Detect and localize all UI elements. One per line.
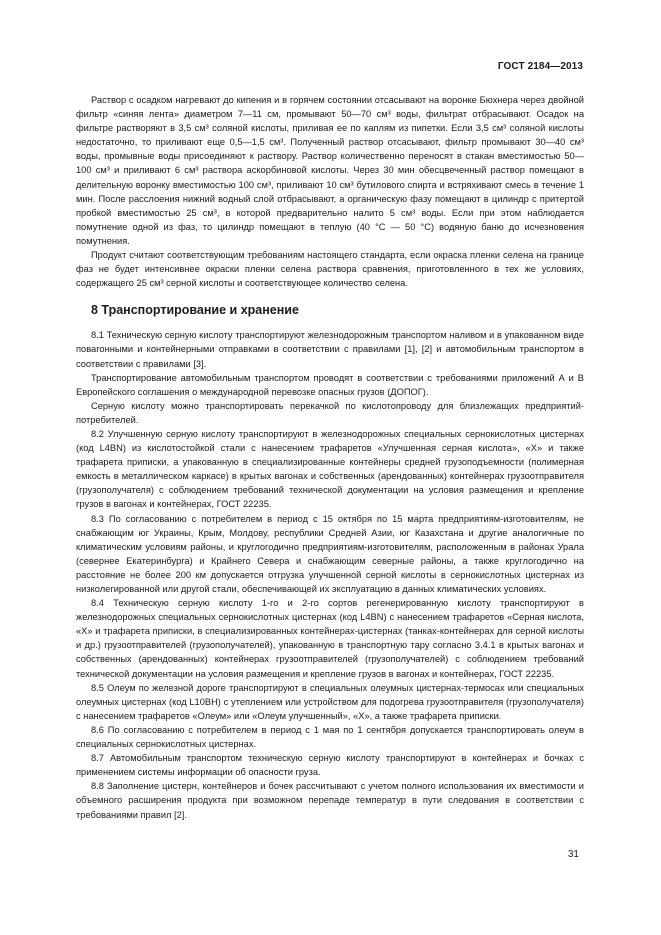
section-title: 8 Транспортирование и хранение <box>91 303 299 318</box>
document-body <box>76 93 584 822</box>
paragraph-8-6: 8.6 По согласованию с потребителем в период с 1 мая по 1 сентября допускается транспортировать олеум в специальных сернокислотных цистернах. <box>76 724 584 750</box>
paragraph-8-7: 8.7 Автомобильным транспортом техническую серную кислоту транспортируют в контейнерах и бочках с применением системы информации об опасности груза. <box>76 753 584 778</box>
document-header: ГОСТ 2184—2013 <box>497 61 583 72</box>
page-number: 31 <box>567 849 579 860</box>
paragraph-8-5: 8.5 Олеум по железной дороге транспортируют в специальных олеумных цистернах-термосах или специальных олеумных цистернах (код L10BH) с утеплением или устройством для подогрева грузоотправителя (грузополучателя) с нанесением трафаретов «Олеум» или «Олеум улучшенный», «Х», а также трафарета приписки. <box>76 682 584 721</box>
paragraph-procedure: Раствор с осадком нагревают до кипения и в горячем состоянии отсасывают на воронке Бюхнера через двойной фильтр «синяя лента» диаметром 7—11 см, промывают 50—70 см³ воды, фильтрат отбрасывают. Осадок на фильтре растворяют в 3,5 см³ соляной кислоты, приливая ее по каплям из пипетки. Если 3,5 см³ соляной кислоты недостаточно, то приливают еще 0,5—1,5 см³. Полученный раствор отсасывают, фильтр промывают 30—40 см³ воды, промывные воды присоединяют к раствору. Раствор количественно переносят в стакан вместимостью 50—100 см³ и приливают 6 см³ раствора аскорбиновой кислоты. Через 30 мин обесцвеченный раствор помещают в делительную воронку вместимостью 100 см³, приливают 10 см³ бутилового спирта и встряхивают смесь в течение 1 мин. После расслоения нижний водный слой отбрасывают, а органическую фазу помещают в цилиндр с притертой пробкой вместимостью 25 см³, в которой предварительно налито 5 см³ воды. Если при этом наблюдается помутнение одной из фаз, то цилиндр помещают в теплую (40 °С — 50 °С) водяную баню до исчезновения помутнения. <box>76 95 584 246</box>
paragraph-8-4: 8.4 Техническую серную кислоту 1-го и 2-го сортов регенерированную кислоту транспортируют в железнодорожных специальных сернокислотных цистернах (код L4BN) с нанесением трафаретов «Серная кислота, «Х» и трафарета приписки, в специализированных контейнерах-цистернах (танках-контейнерах для серной кислоты и др.) грузоотправителей (грузополучателей), упакованную в транспортную тару согласно 3.4.1 в крытых вагонах и собственных (арендованных) контейнерах грузоотправителей (грузополучателей) с соблюдением требований технической документации на условия размещения и крепление грузов в вагонах и контейнерах, ГОСТ 22235. <box>76 598 584 679</box>
paragraph-8-1-pipeline: Серную кислоту можно транспортировать перекачкой по кислотопроводу для близлежащих предприятий-потребителей. <box>76 400 584 425</box>
paragraph-8-1: 8.1 Техническую серную кислоту транспортируют железнодорожным транспортом наливом и в упакованном виде повагонными и контейнерными отправками в соответствии с правилами [1], [2] и автомобильным транспортом в соответствии с правилами [3]. <box>76 330 584 369</box>
paragraph-8-1-road: Транспортирование автомобильным транспортом проводят в соответствии с требованиями приложений А и В Европейского соглашения о международной перевозке опасных грузов (ДОПОГ). <box>76 372 584 397</box>
paragraph-8-8: 8.8 Заполнение цистерн, контейнеров и бочек рассчитывают с учетом полного использования их вместимости и объемного расширения продукта при возможном перепаде температур в пути следования в соответствии с требованиями правил [2]. <box>76 781 584 820</box>
paragraph-8-3: 8.3 По согласованию с потребителем в период с 15 октября по 15 марта предприятиям-изготовителям, не снабжающим юг Украины, Крым, Молдову, республики Средней Азии, юг Казахстана и другие аналогичные по климатическим условиям районы, и круглогодично предприятиям-изготовителям, расположенным в районах Урала (севернее Екатеринбурга) и Крайнего Севера и снабжающим северные районы, а также круглогодично на расстояние не более 200 км допускается отгрузка улучшенной серной кислоты в сернокислотных цистернах из низколегированной или другой стали, обеспечивающей их эксплуатацию в данных климатических условиях. <box>76 513 584 594</box>
paragraph-conformity: Продукт считают соответствующим требованиям настоящего стандарта, если окраска пленки селена на границе фаз не будет интенсивнее окраски пленки селена раствора сравнения, приготовленного в тех же условиях, содержащего 25 см³ серной кислоты и соответствующее количество селена. <box>76 250 584 289</box>
paragraph-8-2: 8.2 Улучшенную серную кислоту транспортируют в железнодорожных специальных сернокислотных цистернах (код L4BN) из кислотостойкой стали с нанесением трафаретов «Улучшенная серная кислота», «Х» и также трафарета приписки, а упакованную в специализированные контейнеры средней грузоподъемности (полимерная емкость в металлическом каркасе) в крытых вагонах и собственных (арендованных) контейнерах грузоотправителя (грузополучателя) с соблюдением требований технической документации на условия размещения и крепление грузов в вагонах и контейнерах, ГОСТ 22235. <box>76 428 584 510</box>
